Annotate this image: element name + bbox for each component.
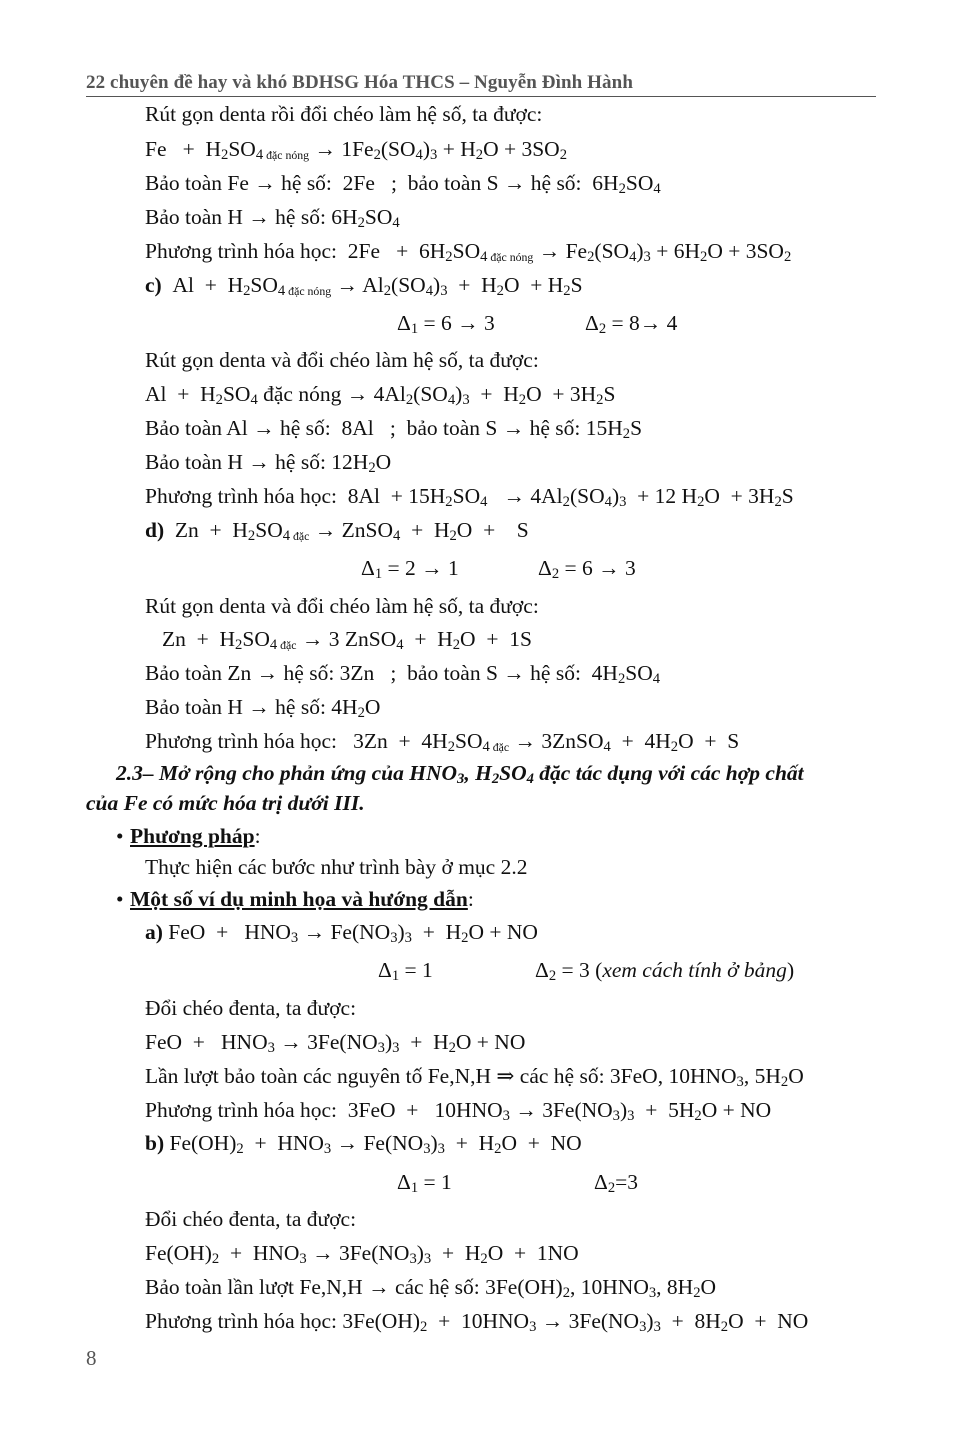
delta-2: $\Delta_2=3$: [594, 1170, 639, 1196]
equation-line: a) FeO + $HNO_3 \to Fe(NO_3)_3 + H_2O$ + NO: [145, 920, 538, 946]
equation-line: $Fe(OH)_2 + HNO_3 \to 3Fe(NO_3)_3 + H_2O + 1NO$: [145, 1241, 579, 1267]
text-line: Bảo toàn Zn → hệ số: 3Zn ; bảo toàn S → hệ số: $4H_2SO_4$: [145, 661, 661, 687]
equation-line: d) $Zn + H_2SO_4$ $_{đặc}$ → ZnSO$_4$ + $H_2O$ + S: [145, 518, 529, 544]
text-line: Bảo toàn H → hệ số: $6H_2SO_4$: [145, 205, 400, 231]
delta-2: $\Delta_2 = 8\to 4$: [585, 311, 678, 337]
bullet-examples: • Một số ví dụ minh họa và hướng dẫn:: [116, 887, 474, 911]
bullet-method: • Phương pháp:: [116, 824, 261, 848]
equation-line: Phương trình hóa học: $3FeO + 10HNO_3 \to 3Fe(NO_3)_3 + 5H_2O$ + NO: [145, 1098, 772, 1124]
text-line: Thực hiện các bước như trình bày ở mục 2.2: [145, 855, 528, 879]
equation-line: Phương trình hóa học: $3Zn + 4H_2SO_4$ $_{đặc}$ → 3ZnSO$_4$ + $4H_2O + S$: [145, 729, 740, 755]
delta-1: $\Delta_1 = 6 \to 3$: [397, 311, 495, 337]
text-line: Bảo toàn H → hệ số: $4H_2O$: [145, 695, 381, 721]
equation-line: Phương trình hóa học: $2Fe + 6H_2SO_4$ $_{đặc nóng} \to Fe_2(SO_4)_3 + 6H_2O + 3SO_2$: [145, 239, 792, 265]
method-label: Phương pháp: [130, 824, 255, 848]
equation-line: $Al + H_2SO_4$ đặc nóng → $4Al_2(SO_4)_3 + H_2O + 3H_2S$: [145, 382, 616, 408]
delta-2: $\Delta_2 = 6 \to 3$: [538, 556, 636, 582]
text-line: Bảo toàn Al → hệ số: 8Al ; bảo toàn S → hệ số: $15H_2S$: [145, 416, 643, 442]
text-line: Bảo toàn Fe → hệ số: 2Fe ; bảo toàn S → hệ số: $6H_2SO_4$: [145, 171, 661, 197]
text-line: Rút gọn denta rồi đổi chéo làm hệ số, ta được:: [145, 102, 543, 126]
text-line: Lần lượt bảo toàn các nguyên tố Fe,N,H ⇒ các hệ số: 3FeO, $10HNO_3$, $5H_2O$: [145, 1064, 804, 1090]
text-line: Đổi chéo đenta, ta được:: [145, 996, 357, 1020]
equation-line: $Zn + H_2SO_4$ $_{đặc}$ → 3 ZnSO$_4$ + $H_2O + 1S$: [162, 627, 532, 653]
equation-line: b) $Fe(OH)_2 + HNO_3 \to Fe(NO_3)_3 + H_2O$ + NO: [145, 1131, 582, 1157]
equation-line: c) $Al + H_2SO_4$ $_{đặc nóng} \to Al_2(SO_4)_3 + H_2O + H_2S$: [145, 273, 583, 299]
text-line: Bảo toàn lần lượt Fe,N,H → các hệ số: $3Fe(OH)_2$, $10HNO_3$, $8H_2O$: [145, 1275, 717, 1301]
equation-line: Phương trình hóa học: $8Al + 15H_2SO_4 \to 4Al_2(SO_4)_3 + 12$ $H_2O + 3H_2S$: [145, 484, 794, 510]
equation-line: FeO + $HNO_3 \to 3Fe(NO_3)_3 + H_2O$ + NO: [145, 1030, 526, 1056]
text-line: Đổi chéo đenta, ta được:: [145, 1207, 357, 1231]
equation-line: Phương trình hóa học: $3Fe(OH)_2 + 10HNO_3 \to 3Fe(NO_3)_3 + 8H_2O$ + NO: [145, 1309, 809, 1335]
text-line: Rút gọn denta và đổi chéo làm hệ số, ta được:: [145, 594, 539, 618]
delta-2: $\Delta_2 = 3$ (xem cách tính ở bảng): [535, 958, 795, 984]
equation-line: $Fe + H_2SO_4$ $_{đặc nóng} \to 1Fe_2(SO_4)_3 + H_2O + 3SO_2$: [145, 137, 568, 163]
section-title-cont: của Fe có mức hóa trị dưới III.: [86, 791, 365, 815]
text-line: Rút gọn denta và đổi chéo làm hệ số, ta được:: [145, 348, 539, 372]
page-header: 22 chuyên đề hay và khó BDHSG Hóa THCS – Nguyễn Đình Hành: [86, 72, 876, 97]
examples-label: Một số ví dụ minh họa và hướng dẫn: [130, 887, 468, 911]
text-line: Bảo toàn H → hệ số: $12H_2O$: [145, 450, 392, 476]
delta-1: $\Delta_1 = 2 \to 1$: [361, 556, 459, 582]
delta-1: $\Delta_1 = 1$: [397, 1170, 452, 1196]
delta-1: $\Delta_1 = 1$: [378, 958, 433, 984]
page-number: 8: [86, 1346, 97, 1370]
section-title: 2.3– Mở rộng cho phản ứng của $HNO_3$, $H_2SO_4$ đặc tác dụng với các hợp chất: [116, 761, 804, 787]
